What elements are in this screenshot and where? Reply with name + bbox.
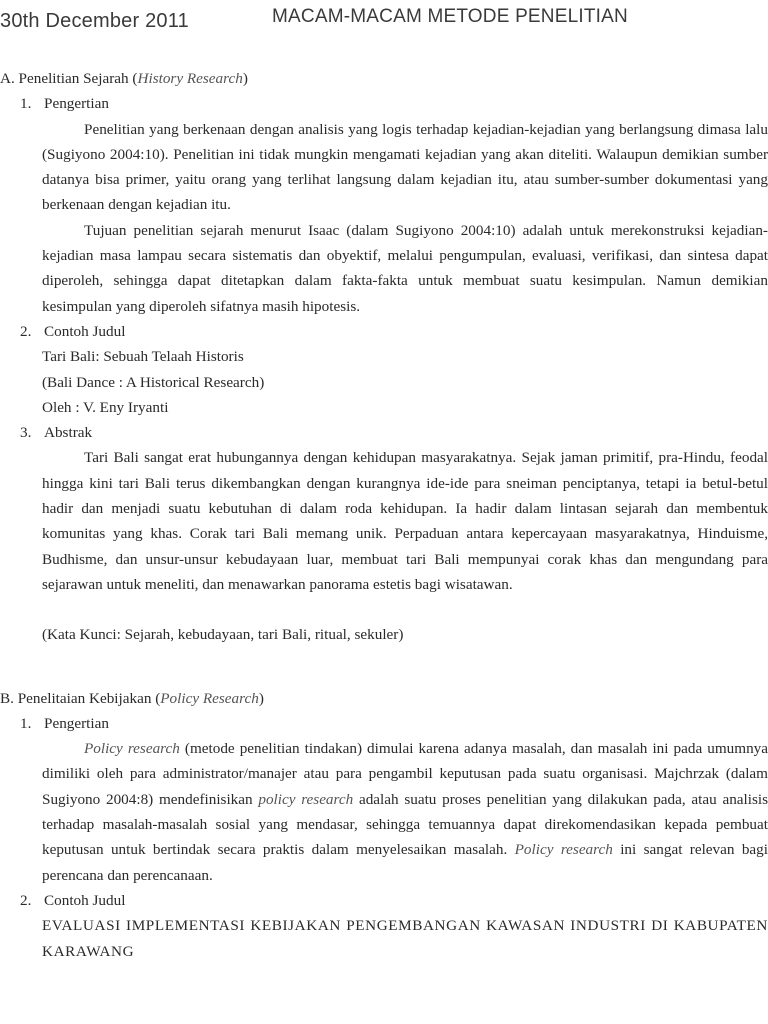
section-a-item-2: 2. Contoh Judul — [20, 322, 126, 340]
example-title-line-1: Tari Bali: Sebuah Telaah Historis — [42, 348, 244, 366]
post-date: 30th December 2011 — [0, 10, 189, 32]
page-title: MACAM-MACAM METODE PENELITIAN — [272, 6, 628, 27]
section-a-paragraph-2: Tujuan penelitian sejarah menurut Isaac (dalam Sugiyono 2004:10) adalah untuk merekonstruksi kejadian-kejadian masa lampau secara sistematis dan obyektif, melalui pengumpulan, evaluasi, verifikasi, dan sintesa dapat diperoleh, sehingga dapat ditetapkan dalam fakta-fakta untuk membuat suatu kesimpulan. Namun demikian kesimpulan yang diperoleh sifatnya masih hipotesis. — [42, 221, 768, 315]
section-b-item-1: 1. Pengertian — [20, 714, 109, 732]
section-a-heading: A. Penelitian Sejarah (History Research) — [0, 70, 248, 87]
section-a-paragraph-1: Penelitian yang berkenaan dengan analisis yang logis terhadap kejadian-kejadian yang berlangsung dimasa lalu (Sugiyono 2004:10). Penelitian ini tidak mungkin mengamati kejadian yang akan diteliti. Walaupun demikian sumber datanya bisa primer, yaitu orang yang terlihat langsung dalam kejadian itu, atau sumber-sumber dokumentasi yang berkenaan dengan kejadian itu. — [42, 120, 768, 214]
section-b-paragraph-1: Policy research (metode penelitian tindakan) dimulai karena adanya masalah, dan masalah ini pada umumnya dimiliki oleh para administrator/manajer atau para pengambil keputusan pada suatu organisasi. Majchrzak (dalam Sugiyono 2004:8) mendefinisikan policy research adalah suatu proses penelitian yang dilakukan pada, atau analisis terhadap masalah-masalah sosial yang mendasar, sehingga temuannya dapat direkomendasikan kepada pembuat keputusan untuk bertindak secara praktis dalam menyelesaikan masalah. Policy research ini sangat relevan bagi perencana dan perencanaan. — [42, 740, 768, 884]
page-header — [0, 0, 768, 40]
example-title-line-2: (Bali Dance : A Historical Research) — [42, 373, 265, 391]
section-a-item-3: 3. Abstrak — [20, 424, 93, 442]
document-body — [0, 66, 768, 964]
example-author: Oleh : V. Eny Iryanti — [42, 398, 169, 416]
policy-example-title: EVALUASI IMPLEMENTASI KEBIJAKAN PENGEMBANGAN KAWASAN INDUSTRI DI KABUPATEN KARAWANG — [42, 917, 768, 960]
keywords: (Kata Kunci: Sejarah, kebudayaan, tari Bali, ritual, sekuler) — [42, 626, 404, 644]
section-b-heading: B. Penelitaian Kebijakan (Policy Research) — [0, 689, 264, 707]
section-b-item-2: 2. Contoh Judul — [20, 891, 126, 909]
abstract-paragraph: Tari Bali sangat erat hubungannya dengan kehidupan masyarakatnya. Sejak jaman primitif, pra-Hindu, feodal hingga kini tari Bali terus dikembangkan dengan kurangnya ide-ide para sneiman penciptanya, tetapi ia betul-betul hadir dan menjadi suatu kebutuhan di dalam roda kehidupan. Ia hadir dalam lintasan sejarah dan membentuk komunitas yang khas. Corak tari Bali memang unik. Perpaduan antara kepercayaan masyarakatnya, Hinduisme, Budhisme, dan unsur-unsur kebudayaan luar, membuat tari Bali mempunyai corak khas dan mengundang para sejarawan untuk meneliti, dan menawarkan panorama estetis bagi wisatawan. — [42, 449, 768, 593]
section-a-item-1: 1. Pengertian — [20, 95, 109, 113]
